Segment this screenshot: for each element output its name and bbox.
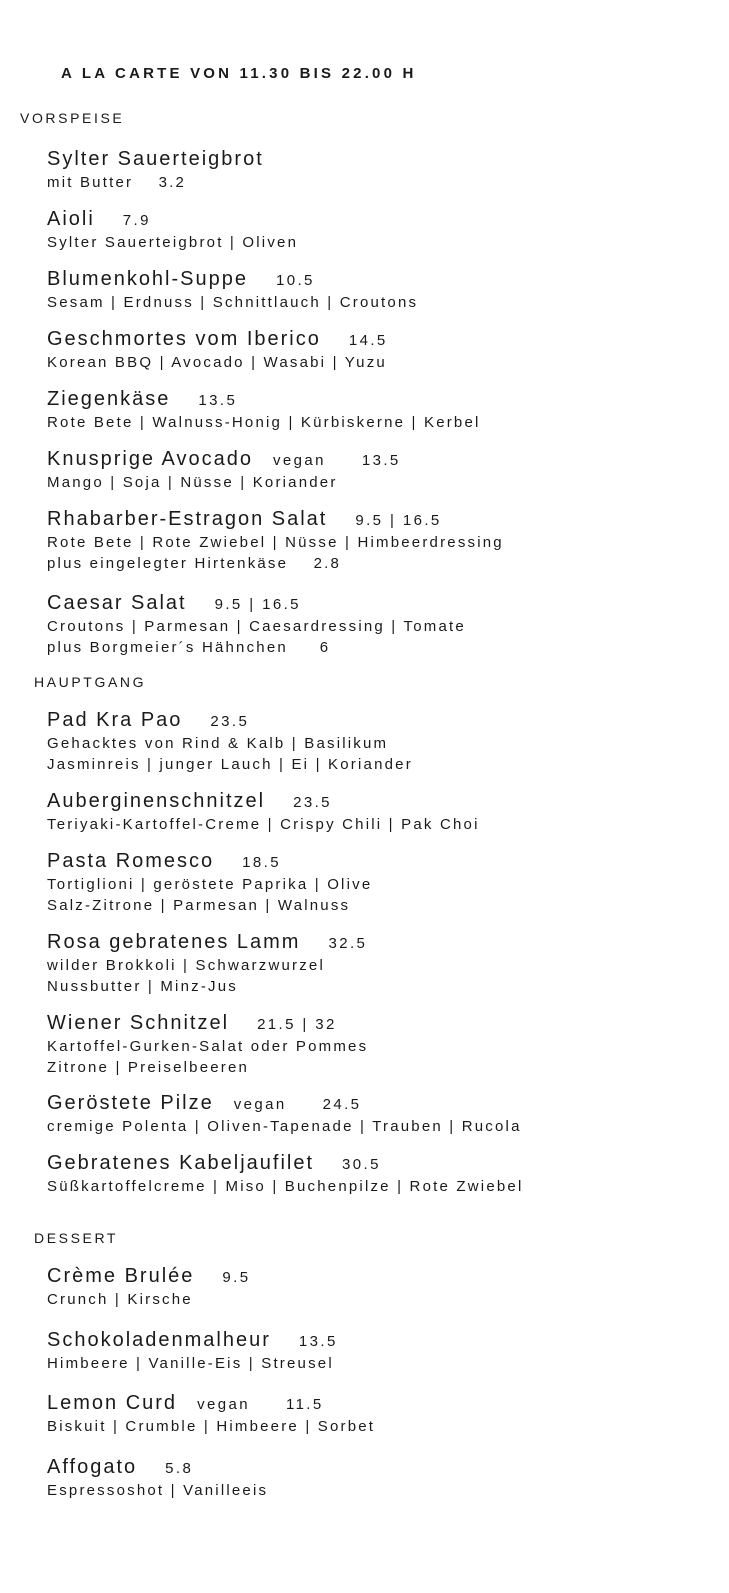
menu-item — [47, 707, 413, 775]
dish-name: Auberginenschnitzel — [47, 790, 266, 812]
dish-description: Sesam | Erdnuss | Schnittlauch | Croutons — [47, 294, 419, 311]
menu-item — [47, 788, 480, 836]
menu-item-header — [47, 206, 298, 233]
dish-description: Kartoffel-Gurken-Salat oder Pommes — [47, 1038, 369, 1055]
dish-price: 23.5 — [210, 713, 250, 730]
menu-item-header — [47, 266, 418, 293]
dish-price: 9.5 | 16.5 — [214, 596, 301, 613]
dish-name: Geröstete Pilze — [47, 1092, 214, 1114]
dish-price: 9.5 — [222, 1269, 251, 1286]
dish-price: 30.5 — [342, 1156, 381, 1173]
dish-description: Himbeere | Vanille-Eis | Streusel — [47, 1355, 334, 1372]
menu-item-header — [47, 386, 481, 413]
dish-name: Blumenkohl-Suppe — [47, 268, 248, 290]
dish-name: Gebratenes Kabeljaufilet — [47, 1152, 315, 1174]
dish-price: 14.5 — [348, 332, 388, 349]
dish-price: 23.5 — [293, 794, 332, 811]
section-title: HAUPTGANG — [34, 674, 147, 690]
dish-name: Rhabarber-Estragon Salat — [47, 508, 328, 530]
dish-description: Sylter Sauerteigbrot | Oliven — [47, 234, 299, 251]
dish-name: Ziegenkäse — [47, 388, 171, 410]
menu-item-header — [47, 506, 504, 533]
menu-item — [47, 506, 504, 574]
dish-price: 7.9 — [122, 212, 151, 229]
vegan-tag: vegan — [272, 452, 326, 469]
dish-price: 13.5 — [298, 1333, 338, 1350]
menu-item — [47, 1090, 522, 1138]
dish-name: Knusprige Avocado — [47, 448, 253, 470]
dish-description: plus Borgmeier´s Hähnchen 6 — [47, 638, 331, 656]
menu-item — [47, 590, 466, 658]
dish-description: Croutons | Parmesan | Caesardressing | Tomate — [47, 618, 466, 635]
vegan-tag: vegan — [197, 1396, 250, 1413]
dish-description: Jasminreis | junger Lauch | Ei | Koriander — [47, 755, 413, 773]
dish-name: Crème Brulée — [47, 1265, 195, 1287]
menu-item — [47, 1010, 368, 1078]
dish-price: 11.5 — [285, 1396, 324, 1413]
section-title: DESSERT — [34, 1230, 119, 1246]
menu-item-header — [47, 929, 367, 956]
menu-item-header — [47, 1090, 522, 1117]
menu-item-header — [47, 146, 264, 173]
menu-item-header — [47, 1010, 368, 1037]
menu-item-header — [47, 326, 388, 353]
dish-name: Lemon Curd — [47, 1392, 178, 1414]
menu-item — [47, 848, 372, 916]
menu-item-header — [47, 590, 466, 617]
dish-name: Affogato — [47, 1456, 138, 1478]
menu-item — [47, 326, 388, 374]
menu-item — [47, 386, 481, 434]
dish-price: 24.5 — [322, 1096, 362, 1113]
dish-description: mit Butter 3.2 — [47, 174, 187, 191]
dish-name: Caesar Salat — [47, 592, 187, 614]
vegan-tag: vegan — [233, 1096, 287, 1113]
menu-item — [47, 1454, 268, 1502]
dish-price: 32.5 — [328, 935, 368, 952]
dish-description: Zitrone | Preiselbeeren — [47, 1058, 250, 1076]
dish-description: Crunch | Kirsche — [47, 1291, 193, 1308]
dish-description: Mango | Soja | Nüsse | Koriander — [47, 474, 338, 491]
menu-item-header — [47, 788, 480, 815]
dish-description: Korean BBQ | Avocado | Wasabi | Yuzu — [47, 354, 387, 371]
menu-item-header — [47, 446, 401, 473]
dish-description: Rote Bete | Walnuss-Honig | Kürbiskerne | Kerbel — [47, 414, 481, 431]
dish-description: cremige Polenta | Oliven-Tapenade | Trauben | Rucola — [47, 1118, 522, 1135]
dish-description: plus eingelegter Hirtenkäse 2.8 — [47, 554, 342, 572]
menu-item — [47, 206, 298, 254]
menu-item — [47, 929, 367, 997]
menu-item — [47, 266, 418, 314]
dish-description: Espressoshot | Vanilleeis — [47, 1482, 269, 1499]
menu-item — [47, 1327, 338, 1375]
menu-item-header — [47, 707, 413, 734]
dish-description: Gehacktes von Rind & Kalb | Basilikum — [47, 735, 389, 752]
menu-item-header — [47, 1263, 250, 1290]
dish-description: Biskuit | Crumble | Himbeere | Sorbet — [47, 1418, 376, 1435]
dish-description: Salz-Zitrone | Parmesan | Walnuss — [47, 896, 351, 914]
dish-description: wilder Brokkoli | Schwarzwurzel — [47, 957, 325, 974]
dish-description: Süßkartoffelcreme | Miso | Buchenpilze | Rote Zwiebel — [47, 1178, 524, 1195]
menu-item — [47, 1390, 375, 1438]
menu-item-header — [47, 1327, 338, 1354]
menu-item — [47, 446, 401, 494]
menu-item-header — [47, 1390, 375, 1417]
dish-description: Nussbutter | Minz-Jus — [47, 977, 238, 995]
dish-price: 9.5 | 16.5 — [355, 512, 442, 529]
section-title: VORSPEISE — [20, 110, 125, 126]
menu-item-header — [47, 1454, 268, 1481]
dish-name: Geschmortes vom Iberico — [47, 328, 321, 350]
menu-item — [47, 1150, 524, 1198]
dish-name: Pad Kra Pao — [47, 709, 183, 731]
dish-name: Aioli — [47, 208, 95, 230]
dish-price: 18.5 — [242, 854, 281, 871]
dish-name: Schokoladenmalheur — [47, 1329, 271, 1351]
menu-item — [47, 146, 264, 194]
dish-description: Teriyaki-Kartoffel-Creme | Crispy Chili | Pak Choi — [47, 816, 480, 833]
dish-price: 5.8 — [165, 1460, 194, 1477]
menu-item-header — [47, 1150, 524, 1177]
dish-price: 13.5 — [361, 452, 401, 469]
dish-price: 13.5 — [198, 392, 238, 409]
dish-description: Tortiglioni | geröstete Paprika | Olive — [47, 876, 373, 893]
menu-item — [47, 1263, 250, 1311]
dish-name: Wiener Schnitzel — [47, 1012, 230, 1034]
dish-price: 21.5 | 32 — [257, 1016, 337, 1033]
menu-header: A LA CARTE VON 11.30 BIS 22.00 H — [61, 65, 417, 82]
menu-item-header — [47, 848, 372, 875]
dish-name: Pasta Romesco — [47, 850, 215, 872]
dish-description: Rote Bete | Rote Zwiebel | Nüsse | Himbeerdressing — [47, 534, 504, 551]
dish-name: Rosa gebratenes Lamm — [47, 931, 301, 953]
dish-price: 10.5 — [276, 272, 315, 289]
dish-name: Sylter Sauerteigbrot — [47, 148, 264, 170]
